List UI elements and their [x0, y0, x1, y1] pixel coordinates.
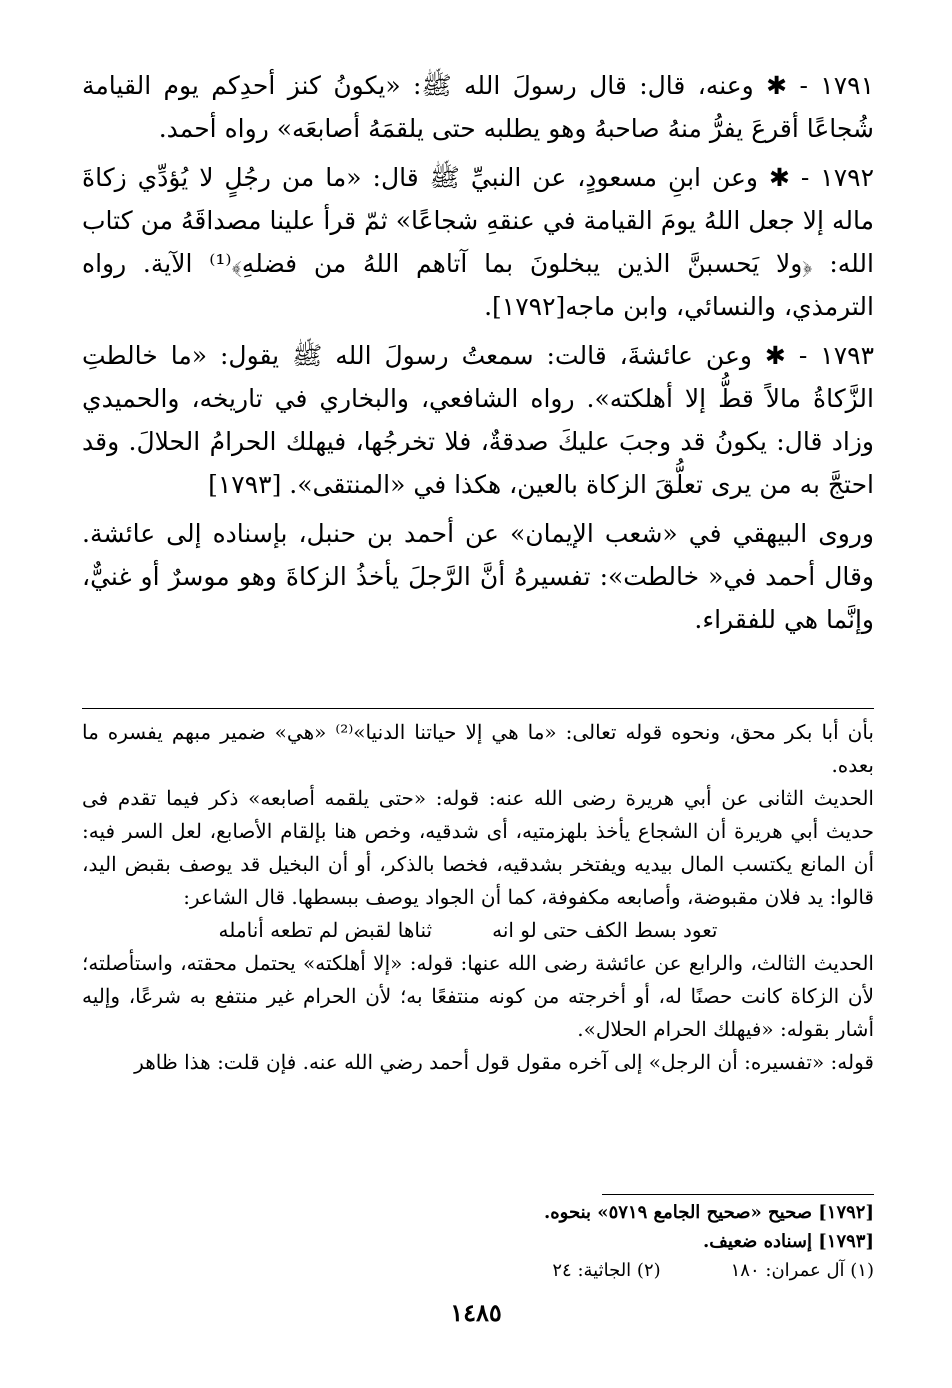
footnote-ref-2: (٢) الجاثية: ٢٤ — [552, 1260, 661, 1281]
verse-second-hemistich: ثناها لقبض لم تطعه أنامله — [218, 918, 433, 942]
poetry-verse — [82, 914, 874, 947]
commentary-paragraph: الحديث الثانى عن أبي هريرة رضى الله عنه: قوله: «حتى يلقمه أصابعه» ذكر فيما تقدم فى حديث أبي هريرة أن الشجاع يأخذ بلهزمتيه، أى شدقيه، وخص هنا بإلقام الأصابع، لعل السر فيه: أن المانع يكتسب المال بيديه ويفتخر بشدقيه، فخصا بالذكر، أو أن البخيل قد يوصف بقبض اليد، قالوا: يد فلان مقبوضة، وأصابعه مكفوفة، كما أن الجواد يوصف ببسطها. قال الشاعر: — [82, 786, 874, 909]
footnote-1792: [١٧٩٢] صحيح «صحيح الجامع ٥٧١٩» بنحوه. — [543, 1202, 874, 1223]
hadith-1793: ١٧٩٣ - ✱ وعن عائشةَ، قالت: سمعتُ رسولَ الله ﷺ يقول: «ما خالطتِ الزَّكاةُ مالاً قطُّ إلا أهلكته». رواه الشافعي، والبخاري في تاريخه، والحميدي وزاد قال: يكونُ قد وجبَ عليكَ صدقةٌ، فلا تخرجُها، فيهلك الحرامُ الحلالَ. وقد احتجَّ به من يرى تعلُّقَ الزكاة بالعين، هكذا في «المنتقى». [١٧٩٣] — [82, 341, 874, 499]
commentary-paragraph: الحديث الثالث، والرابع عن عائشة رضى الله عنها: قوله: «إلا أهلكته» يحتمل محقته، واستأصلته؛ لأن الزكاة كانت حصنًا له، أو أخرجته من كونه منتفعًا به؛ لأن الحرام غير منتفع به شرعًا، وإليه أشار بقوله: «فيهلك الحرام الحلال». — [82, 951, 874, 1041]
main-text — [82, 64, 874, 647]
footnote-divider — [602, 1194, 874, 1195]
verse-first-hemistich: تعود بسط الكف حتى لو انه — [492, 918, 718, 942]
footnote-ref-1: (١) آل عمران: ١٨٠ — [730, 1260, 874, 1281]
footnote-1793: [١٧٩٣] إسناده ضعيف. — [703, 1231, 874, 1252]
hadith-1791: ١٧٩١ - ✱ وعنه، قال: قال رسولَ الله ﷺ: «يكونُ كنز أحدِكم يوم القيامة شُجاعًا أقرعَ يفرُّ منهُ صاحبهُ وهو يطلبه حتى يلقمَهُ أصابعَه» رواه أحمد. — [82, 71, 874, 143]
commentary-section — [82, 716, 874, 1079]
verse-references — [82, 1256, 874, 1285]
footnotes — [82, 1198, 874, 1285]
commentary-paragraph: قوله: «تفسيره: أن الرجل» إلى آخره مقول قول أحمد رضي الله عنه. فإن قلت: هذا ظاهر — [134, 1050, 874, 1074]
commentary-paragraph: بأن أبا بكر محق، ونحوه قوله تعالى: «ما هي إلا حياتنا الدنيا»⁽²⁾ «هي» ضمير مبهم يفسره ما بعده. — [82, 720, 874, 777]
page-number: ١٤٨٥ — [450, 1298, 502, 1327]
bayhaqi-paragraph: وروى البيهقي في «شعب الإيمان» عن أحمد بن حنبل، بإسناده إلى عائشة. وقال أحمد في« خالطت»: تفسيرهُ أنَّ الرَّجلَ يأخذُ الزكاةَ وهو موسرٌ أو غنيٌّ، وإنَّما هي للفقراء. — [82, 519, 874, 634]
hadith-1792: ١٧٩٢ - ✱ وعن ابنِ مسعودٍ، عن النبيِّ ﷺ قال: «ما من رجُلٍ لا يُؤدِّي زكاةَ ماله إلا جعل اللهُ يومَ القيامة في عنقهِ شجاعًا» ثمّ قرأ علينا مصداقَهُ من كتاب الله: ﴿ولا يَحسبنَّ الذين يبخلونَ بما آتاهم اللهُ من فضلهِ﴾⁽¹⁾ الآية. رواه الترمذي، والنسائي، وابن ماجه[١٧٩٢]. — [82, 163, 874, 321]
commentary-divider — [82, 708, 874, 709]
